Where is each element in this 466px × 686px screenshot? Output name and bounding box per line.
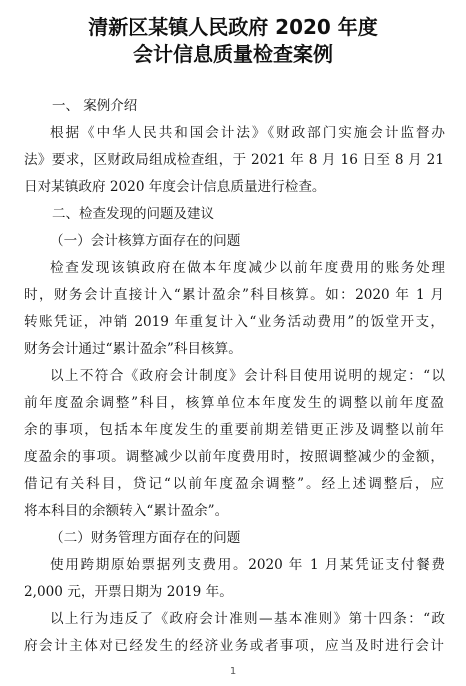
- paragraph-line: 日对某镇政府 2020 年度会计信息质量进行检查。: [24, 179, 326, 195]
- document-title-line2: 会计信息质量检查案例: [133, 42, 333, 66]
- paragraph-line: 以上不符合《政府会计制度》会计科目使用说明的规定：“以: [50, 368, 445, 384]
- paragraph-line: 转账凭证，冲销 2019 年重复计入“业务活动费用”的饭堂开支，: [24, 314, 444, 330]
- paragraph-line: 根据《中华人民共和国会计法》《财政部门实施会计监督办: [50, 125, 445, 141]
- paragraph-line: 财务会计通过“累计盈余”科目核算。: [24, 341, 242, 357]
- page-number: 1: [229, 666, 237, 677]
- section-heading-findings: 二、检查发现的问题及建议: [52, 206, 214, 222]
- paragraph-line: 2,000 元，开票日期为 2019 年。: [24, 584, 233, 600]
- paragraph-line: 度盈余的事项。调整减少以前年度费用时，按照调整减少的金额，: [24, 449, 444, 465]
- paragraph-line: 前年度盈余调整”科目，核算单位本年度发生的调整以前年度盈: [24, 395, 444, 411]
- paragraph-line: 时，财务会计直接计入“累计盈余”科目核算。如：2020 年 1 月: [24, 287, 444, 303]
- subsection-heading-accounting: （一）会计核算方面存在的问题: [50, 233, 241, 249]
- subsection-heading-financial: （二）财务管理方面存在的问题: [50, 530, 241, 546]
- paragraph-line: 使用跨期原始票据列支费用。2020 年 1 月某凭证支付餐费: [50, 557, 445, 573]
- paragraph-line: 检查发现该镇政府在做本年度减少以前年度费用的账务处理: [50, 260, 445, 276]
- paragraph-line: 府会计主体对已经发生的经济业务或者事项，应当及时进行会计: [24, 638, 444, 654]
- paragraph-line: 以上行为违反了《政府会计准则—基本准则》第十四条：“政: [50, 611, 445, 627]
- document-title-line1: 清新区某镇人民政府 2020 年度: [88, 15, 378, 39]
- section-heading-case-intro: 一、 案例介绍: [52, 98, 138, 114]
- paragraph-line: 借记有关科目，贷记“以前年度盈余调整”。经上述调整后，应: [24, 476, 444, 492]
- paragraph-line: 将本科目的余额转入“累计盈余”。: [24, 503, 229, 519]
- paragraph-line: 余的事项，包括本年度发生的重要前期差错更正涉及调整以前年: [24, 422, 444, 438]
- paragraph-line: 法》要求，区财政局组成检查组，于 2021 年 8 月 16 日至 8 月 21: [24, 152, 444, 168]
